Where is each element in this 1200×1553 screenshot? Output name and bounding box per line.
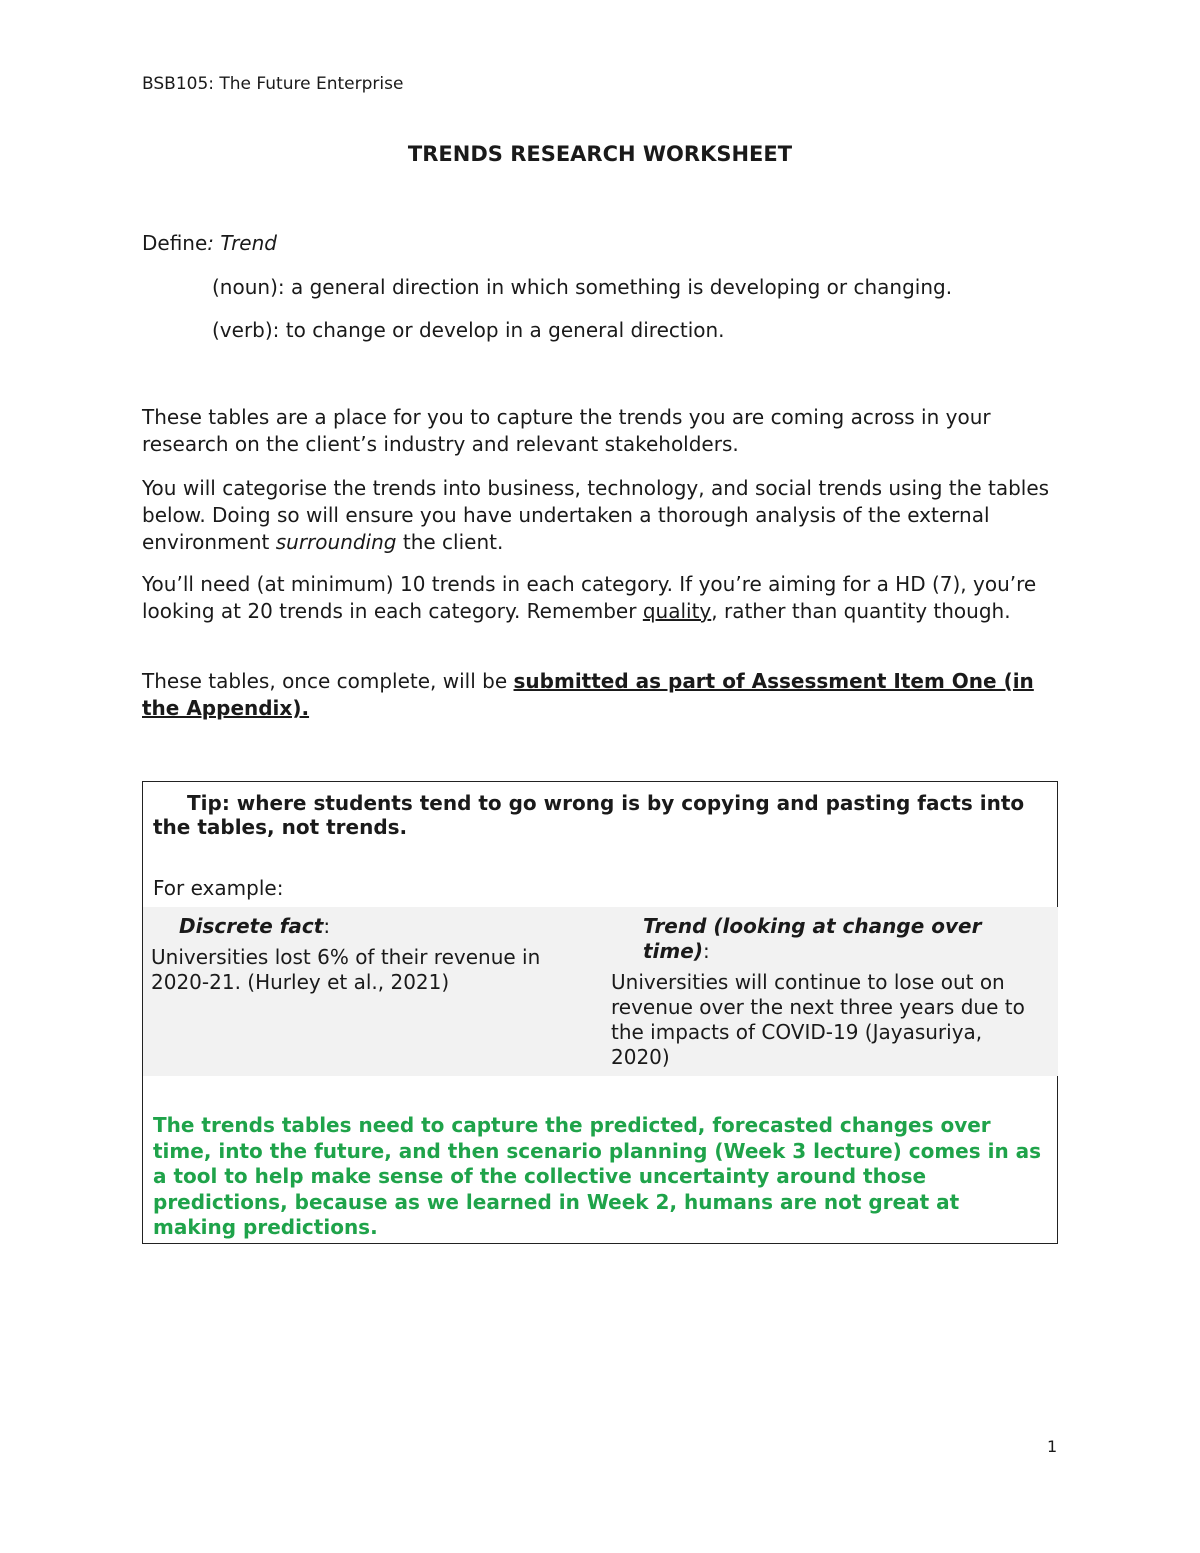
paragraph-text: , rather than quantity though. xyxy=(711,599,1011,623)
emphasis-surrounding: surrounding xyxy=(275,530,397,554)
paragraph-text: You’ll need (at minimum) 10 trends in each category. If you’re aiming for a HD (7), you’re looking at 20 trends in each category. Remember xyxy=(142,572,1037,623)
paragraph-text: the client. xyxy=(396,530,504,554)
definition-term: Trend xyxy=(220,231,277,255)
tip-heading-text: : where students tend to go wrong is by copying and pasting facts into the tables, not trends. xyxy=(153,791,1025,839)
tip-heading xyxy=(153,791,1043,839)
definition-noun: (noun): a general direction in which something is developing or changing. xyxy=(212,275,953,299)
for-example-label: For example: xyxy=(153,876,284,900)
discrete-fact-example: Universities lost 6% of their revenue in 2020-21. (Hurley et al., 2021) xyxy=(151,945,541,994)
discrete-fact-heading xyxy=(151,914,591,939)
page-header: BSB105: The Future Enterprise xyxy=(142,74,404,94)
discrete-fact-title: Discrete fact xyxy=(179,914,324,938)
definition-line xyxy=(142,230,1067,257)
tip-box xyxy=(142,781,1058,1244)
trend-heading xyxy=(611,914,1043,964)
discrete-fact-colon: : xyxy=(323,914,331,938)
trend-colon: : xyxy=(702,939,710,963)
submission-emphasis: submitted as part of Assessment Item One (in the Appendix). xyxy=(142,669,1034,720)
trend-title: Trend (looking at change over time) xyxy=(643,914,982,963)
underline-quality: quality xyxy=(642,599,712,623)
discrete-fact-column xyxy=(151,907,591,995)
definition-colon: : xyxy=(207,231,221,255)
trend-example: Universities will continue to lose out on revenue over the next three years due to the impacts of COVID-19 (Jayasuriya, 2020) xyxy=(611,970,1025,1069)
trends-note: The trends tables need to capture the predicted, forecasted changes over time, into the future, and then scenario planning (Week 3 lecture) comes in as a tool to help make sense of the collective uncertainty around those predictions, because as we learned in Week 2, humans are not great at making predictions. xyxy=(153,1113,1042,1239)
paragraph-text: You will categorise the trends into business, technology, and social trends using the tables below. Doing so will ensure you have undertaken a thorough analysis of the external environment xyxy=(142,476,1050,554)
paragraph-text: These tables, once complete, will be xyxy=(142,669,514,693)
tip-lead: Tip xyxy=(187,791,222,815)
paragraph-minimum xyxy=(142,571,1067,625)
definition-label: Define xyxy=(142,231,208,255)
paragraph-intro: These tables are a place for you to capture the trends you are coming across in your research on the client’s industry and relevant stakeholders. xyxy=(142,405,991,456)
definition-verb: (verb): to change or develop in a general direction. xyxy=(212,318,725,342)
trend-column xyxy=(611,907,1043,1070)
page-title: TRENDS RESEARCH WORKSHEET xyxy=(407,142,793,166)
comparison-table xyxy=(143,907,1058,1076)
paragraph-submission xyxy=(142,668,1067,722)
page-number: 1 xyxy=(1047,1437,1058,1456)
paragraph-categorise xyxy=(142,475,1067,556)
